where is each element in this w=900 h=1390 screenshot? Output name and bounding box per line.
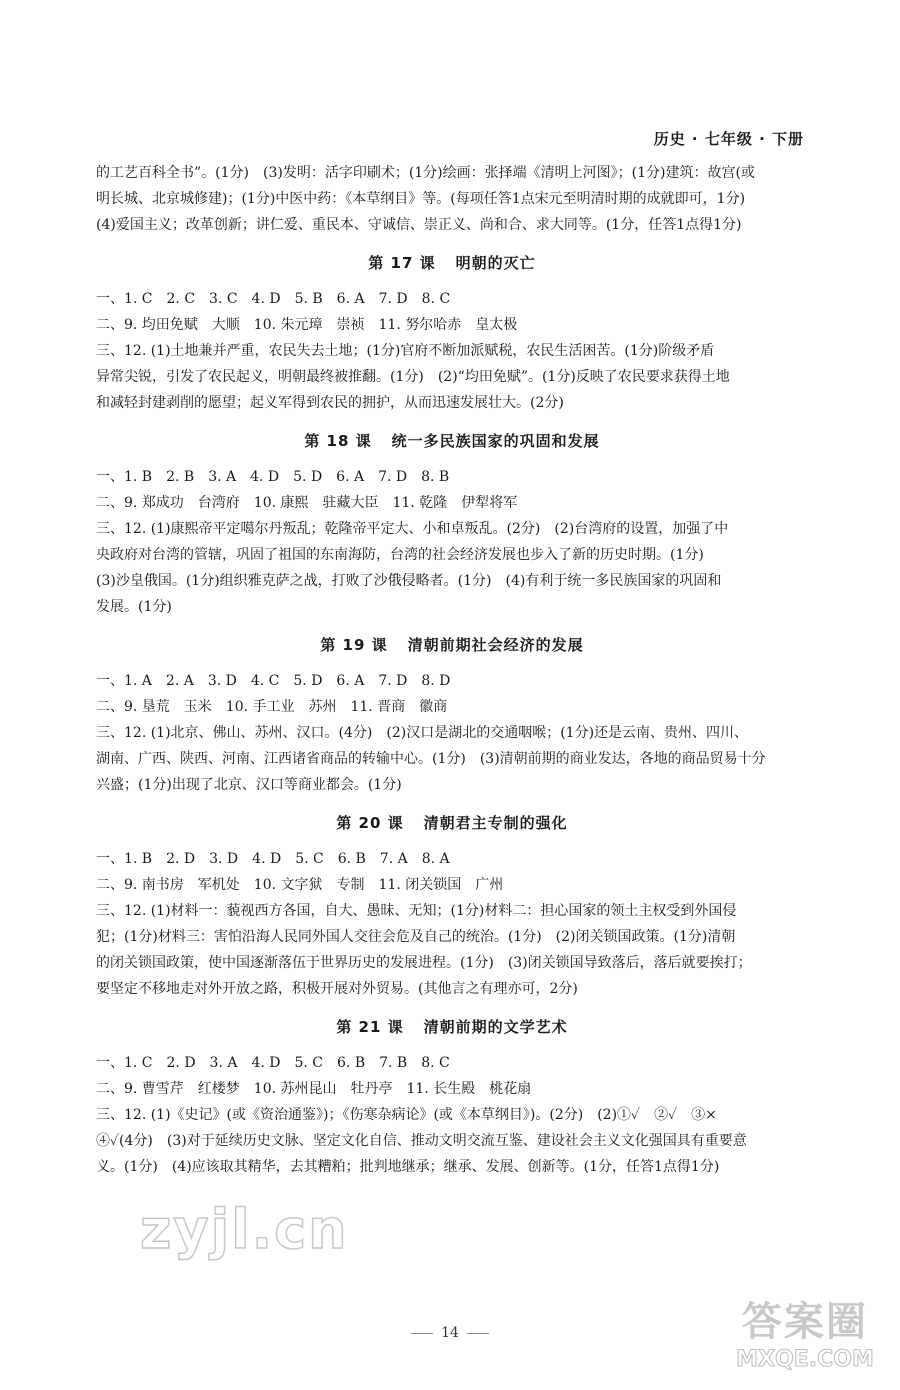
intro-block	[96, 160, 808, 238]
answer-line: 三、12. (1)《史记》(或《资治通鉴》)；《伤寒杂病论》(或《本草纲目》)。(2分) (2)①✓ ②✓ ③×	[96, 1107, 717, 1123]
answer-line: 异常尖锐，引发了农民起义，明朝最终被推翻。(1分) (2)“均田免赋”。(1分)反映了农民要求获得土地	[96, 369, 730, 385]
lesson-name: 清朝前期的文学艺术	[423, 1018, 568, 1036]
lesson-21	[96, 1014, 808, 1180]
answer-line: 二、9. 郑成功 台湾府 10. 康熙 驻藏大臣 11. 乾隆 伊犁将军	[96, 495, 518, 511]
answer-line: (3)沙皇俄国。(1分)组织雅克萨之战，打败了沙俄侵略者。(1分) (4)有利于统一多民族国家的巩固和	[96, 573, 722, 589]
answer-line: 央政府对台湾的管辖，巩固了祖国的东南海防，台湾的社会经济发展也步入了新的历史时期。(1分)	[96, 547, 704, 563]
intro-line: 的工艺百科全书”。(1分) (3)发明：活字印刷术；(1分)绘画：张择端《清明上河图》；(1分)建筑：故宫(或	[96, 165, 755, 181]
lesson-number: 第 18 课	[304, 432, 372, 450]
lesson-title	[96, 810, 808, 836]
watermark-right-mark: 答案圈	[742, 1299, 868, 1345]
lesson-name: 清朝君主专制的强化	[423, 814, 568, 832]
intro-line: 明长城、北京城修建)；(1分)中医中药：《本草纲目》等。(每项任答1点宋元至明清时期的成就即可，1分)	[96, 191, 746, 207]
dash-left	[411, 1333, 433, 1334]
answer-line: 二、9. 曹雪芹 红楼梦 10. 苏州昆山 牡丹亭 11. 长生殿 桃花扇	[96, 1081, 532, 1097]
lesson-title	[96, 632, 808, 658]
answer-line: 的闭关锁国政策，使中国逐渐落伍于世界历史的发展进程。(1分) (3)闭关锁国导致落后，落后就要挨打；	[96, 955, 752, 971]
answer-line: 发展。(1分)	[96, 599, 172, 615]
lesson-title	[96, 428, 808, 454]
lesson-name: 清朝前期社会经济的发展	[407, 636, 584, 654]
answer-line: 一、1. B 2. B 3. A 4. D 5. D 6. A 7. D 8. B	[96, 469, 450, 485]
answer-line: 二、9. 垦荒 玉米 10. 手工业 苏州 11. 晋商 徽商	[96, 699, 448, 715]
lesson-19	[96, 632, 808, 798]
page-number: 14	[441, 1325, 459, 1341]
answer-line: 三、12. (1)土地兼并严重，农民失去土地；(1分)官府不断加派赋税，农民生活困苦。(1分)阶级矛盾	[96, 343, 715, 359]
lesson-number: 第 21 课	[336, 1018, 404, 1036]
answer-line: 一、1. B 2. D 3. D 4. D 5. C 6. B 7. A 8. A	[96, 851, 450, 867]
answer-line: 兴盛；(1分)出现了北京、汉口等商业都会。(1分)	[96, 777, 402, 793]
answer-line: 三、12. (1)北京、佛山、苏州、汉口。(4分) (2)汉口是湖北的交通咽喉；(1分)还是云南、贵州、四川、	[96, 725, 749, 741]
watermark-right	[720, 1290, 890, 1372]
answer-line: 二、9. 均田免赋 大顺 10. 朱元璋 崇祯 11. 努尔哈赤 皇太极	[96, 317, 518, 333]
watermark-right-url: MXQE.COM	[736, 1347, 874, 1372]
answer-line: 一、1. A 2. A 3. D 4. C 5. D 6. A 7. D 8. D	[96, 673, 451, 689]
intro-line: (4)爱国主义；改革创新；讲仁爱、重民本、守诚信、崇正义、尚和合、求大同等。(1分，任答1点得1分)	[96, 217, 742, 233]
lesson-title	[96, 250, 808, 276]
answer-line: 和减轻封建剥削的愿望；起义军得到农民的拥护，从而迅速发展壮大。(2分)	[96, 395, 564, 411]
answer-line: 三、12. (1)材料一：藐视西方各国，自大、愚昧、无知；(1分)材料二：担心国家的领土主权受到外国侵	[96, 903, 737, 919]
lesson-title	[96, 1014, 808, 1040]
lesson-number: 第 17 课	[368, 254, 436, 272]
answer-line: 三、12. (1)康熙帝平定噶尔丹叛乱；乾隆帝平定大、小和卓叛乱。(2分) (2)台湾府的设置，加强了中	[96, 521, 729, 537]
lesson-number: 第 19 课	[320, 636, 388, 654]
lesson-17	[96, 250, 808, 416]
watermark-left: zyjl.cn	[140, 1198, 349, 1261]
lesson-number: 第 20 课	[336, 814, 404, 832]
answer-content	[96, 160, 808, 1180]
answer-line: 二、9. 南书房 军机处 10. 文字狱 专制 11. 闭关锁国 广州	[96, 877, 504, 893]
lesson-18	[96, 428, 808, 620]
lesson-20	[96, 810, 808, 1002]
answer-line: 义。(1分) (4)应该取其精华，去其糟粕；批判地继承；继承、发展、创新等。(1分，任答1点得1分)	[96, 1159, 720, 1175]
lesson-name: 明朝的灭亡	[455, 254, 536, 272]
answer-line: 一、1. C 2. C 3. C 4. D 5. B 6. A 7. D 8. C	[96, 291, 451, 307]
page-header-title: 历史 · 七年级 · 下册	[653, 130, 804, 148]
answer-line: 犯；(1分)材料三：害怕沿海人民同外国人交往会危及自己的统治。(1分) (2)闭关锁国政策。(1分)清朝	[96, 929, 736, 945]
answer-line: 一、1. C 2. D 3. A 4. D 5. C 6. B 7. B 8. C	[96, 1055, 450, 1071]
answer-line: ④✓(4分) (3)对于延续历史文脉、坚定文化自信、推动文明交流互鉴、建设社会主义文化强国具有重要意	[96, 1133, 747, 1149]
answer-line: 湖南、广西、陕西、河南、江西诸省商品的转输中心。(1分) (3)清朝前期的商业发达，各地的商品贸易十分	[96, 751, 766, 767]
lesson-name: 统一多民族国家的巩固和发展	[391, 432, 600, 450]
dash-right	[467, 1333, 489, 1334]
answer-line: 要坚定不移地走对外开放之路，积极开展对外贸易。(其他言之有理亦可，2分)	[96, 981, 578, 997]
